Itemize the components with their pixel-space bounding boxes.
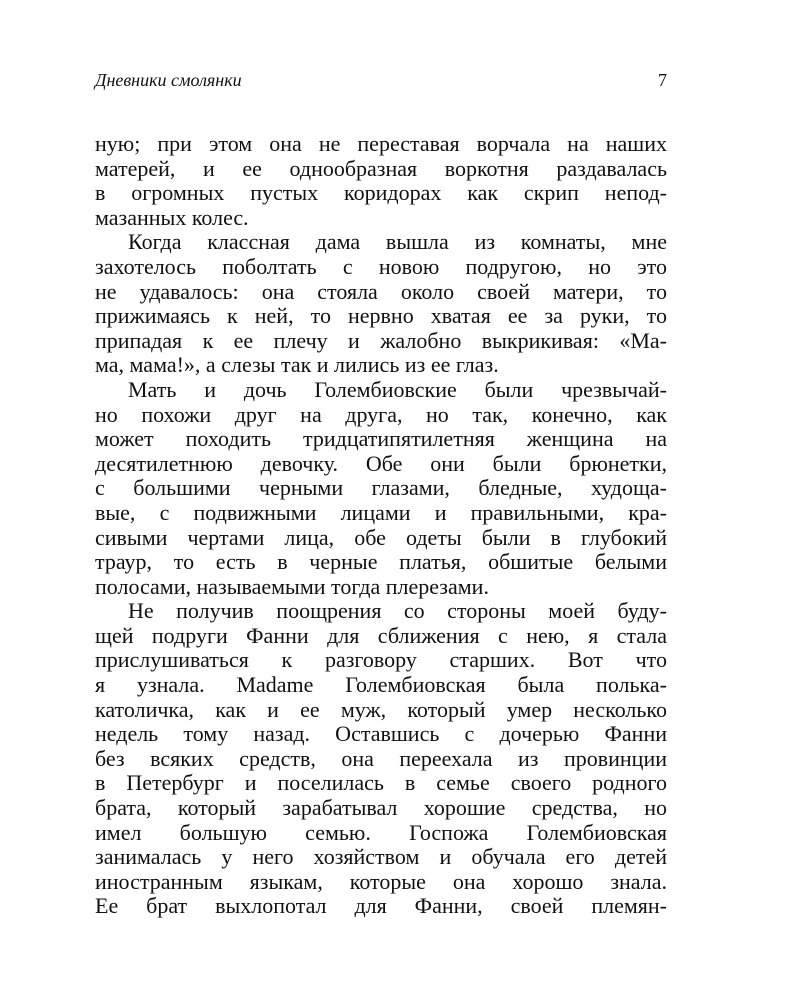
- page-number: 7: [658, 70, 667, 90]
- paragraph: [95, 230, 667, 378]
- text-line: траур, то есть в черные платья, обшитые белыми: [95, 550, 667, 575]
- text-line: в Петербург и поселилась в семье своего родного: [95, 771, 667, 796]
- text-line: матерей, и ее однообразная воркотня раздавалась: [95, 156, 667, 181]
- text-line: католичка, как и ее муж, который умер несколько: [95, 697, 667, 722]
- text-line: прислушиваться к разговору старших. Вот что: [95, 648, 667, 673]
- text-line: припадая к ее плечу и жалобно выкрикивая: «Ма-: [95, 328, 667, 353]
- text-line: имел большую семью. Госпожа Голембиовская: [95, 820, 667, 845]
- book-page: [95, 70, 667, 919]
- text-line: недель тому назад. Оставшись с дочерью Фанни: [95, 722, 667, 747]
- text-line: иностранным языкам, которые она хорошо знала.: [95, 869, 667, 894]
- text-line: Ее брат выхлопотал для Фанни, своей племян-: [95, 894, 667, 919]
- text-line: Мать и дочь Голембиовские были чрезвычай-: [128, 377, 667, 402]
- text-line: ную; при этом она не переставая ворчала на наших: [95, 132, 667, 156]
- text-line: щей подруги Фанни для сближения с нею, я стала: [95, 623, 667, 648]
- text-line: не удавалось: она стояла около своей матери, то: [95, 279, 667, 304]
- text-line: прижимаясь к ней, то нервно хватая ее за руки, то: [95, 304, 667, 329]
- text-line: Не получив поощрения со стороны моей буду-: [128, 599, 667, 624]
- text-line: может походить тридцатипятилетняя женщина на: [95, 427, 667, 452]
- text-line: я узнала. Madame Голембиовская была полька-: [95, 673, 667, 698]
- text-line: занималась у него хозяйством и обучала его детей: [95, 845, 667, 870]
- paragraph: [95, 132, 667, 230]
- text-line: мазанных колес.: [95, 205, 249, 230]
- text-line: без всяких средств, она переехала из провинции: [95, 746, 667, 771]
- paragraph: [95, 599, 667, 919]
- running-header: [95, 70, 667, 110]
- text-line: брата, который зарабатывал хорошие средства, но: [95, 796, 667, 821]
- text-line: с большими черными глазами, бледные, худоща-: [95, 476, 667, 501]
- running-title: Дневники смолянки: [95, 70, 242, 90]
- text-line: сивыми чертами лица, обе одеты были в глубокий: [95, 525, 667, 550]
- text-line: в огромных пустых коридорах как скрип непод-: [95, 181, 667, 206]
- text-line: захотелось поболтать с новою подругою, но это: [95, 254, 667, 279]
- text-line: Когда классная дама вышла из комнаты, мне: [128, 230, 667, 255]
- paragraph: [95, 378, 667, 599]
- body-text: [95, 132, 667, 919]
- text-line: десятилетнюю девочку. Обе они были брюнетки,: [95, 451, 667, 476]
- text-line: ма, мама!», а слезы так и лились из ее глаз.: [95, 353, 499, 378]
- text-line: вые, с подвижными лицами и правильными, кра-: [95, 500, 667, 525]
- text-line: но похожи друг на друга, но так, конечно, как: [95, 402, 667, 427]
- text-line: полосами, называемыми тогда плерезами.: [95, 574, 489, 599]
